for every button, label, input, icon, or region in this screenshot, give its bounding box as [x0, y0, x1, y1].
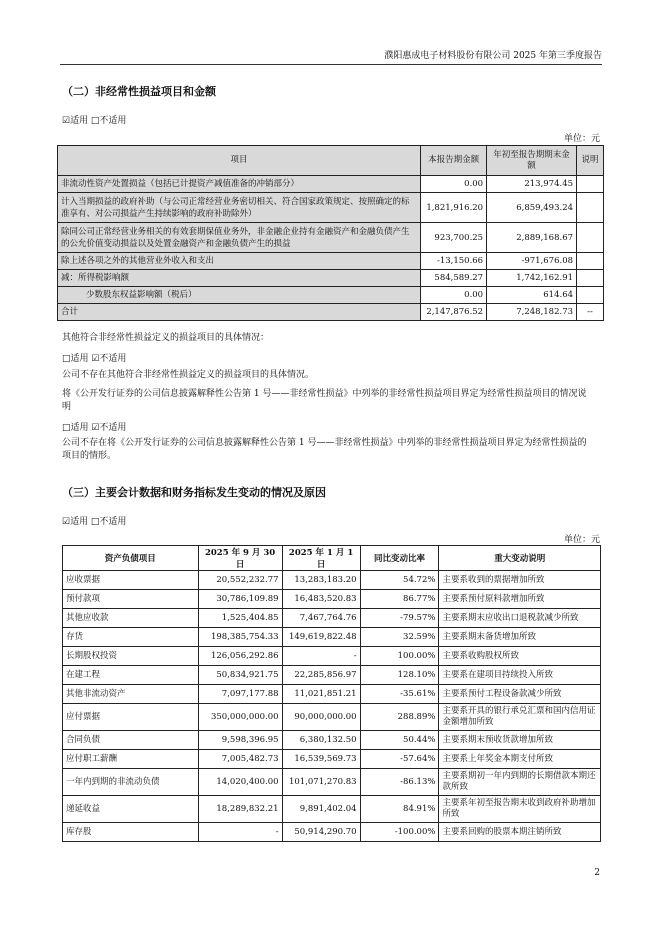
row-ytd: 7,248,182.73 [487, 304, 577, 321]
row-item: 应付票据 [63, 704, 199, 731]
row-item: 除同公司正常经营业务相关的有效套期保值业务外，非金融企业持有金融资产和金融负债产生的公允价值变动损益以及处置金融资产和金融负债产生的损益 [58, 223, 421, 253]
row-note [577, 176, 604, 193]
row-sep30: 50,834,921.75 [198, 666, 282, 685]
row-item: 应付职工薪酬 [63, 750, 199, 769]
row-sep30: 1,525,404.85 [198, 609, 282, 628]
row-reason: 主要系在建项目持续投入所致 [439, 666, 601, 685]
row-sep30: 198,385,754.33 [198, 628, 282, 647]
row-item: 合同负债 [63, 731, 199, 750]
row-note [577, 223, 604, 253]
row-sep30: 7,005,482.73 [198, 750, 282, 769]
col-header-note: 说明 [577, 146, 604, 176]
col-header-ytd: 年初至报告期期末金额 [487, 146, 577, 176]
row-item: 递延收益 [63, 796, 199, 823]
row-reason: 主要系期末应收出口退税款减少所致 [439, 609, 601, 628]
page-number: 2 [594, 868, 600, 878]
header-divider [60, 64, 602, 65]
row-change: 100.00% [360, 647, 439, 666]
table-row [58, 176, 604, 193]
row-jan1: 16,483,520.83 [282, 590, 360, 609]
row-item: 在建工程 [63, 666, 199, 685]
row-current: -13,150.66 [421, 253, 487, 270]
applicable-checkbox-nonrecurring[interactable]: ☑适用 □不适用 [62, 116, 127, 126]
row-item: 少数股东权益影响额（税后） [58, 287, 421, 304]
balance-change-table [62, 545, 601, 842]
row-change: -79.57% [360, 609, 439, 628]
row-ytd: 213,974.45 [487, 176, 577, 193]
row-current: 0.00 [421, 176, 487, 193]
row-ytd: -971,676.08 [487, 253, 577, 270]
section-title-changes: （三）主要会计数据和财务指标发生变动的情况及原因 [62, 486, 326, 499]
row-current: 2,147,876.52 [421, 304, 487, 321]
row-item: 预付款项 [63, 590, 199, 609]
table-row [63, 769, 601, 796]
row-change: -35.61% [360, 685, 439, 704]
table-row [63, 590, 601, 609]
row-note [577, 253, 604, 270]
page-header: 濮阳惠成电子材料股份有限公司 2025 年第三季度报告 [384, 51, 602, 61]
row-jan1: 13,283,183.20 [282, 571, 360, 590]
row-sep30: 9,598,396.95 [198, 731, 282, 750]
row-current: 584,589.27 [421, 270, 487, 287]
row-jan1: 11,021,851.21 [282, 685, 360, 704]
row-current: 0.00 [421, 287, 487, 304]
row-sep30: 7,097,177.88 [198, 685, 282, 704]
row-reason: 主要系收购股权所致 [439, 647, 601, 666]
col-header-change: 同比变动比率 [360, 546, 439, 571]
unit-label: 单位：元 [563, 535, 600, 545]
row-sep30: 14,020,400.00 [198, 769, 282, 796]
row-reason: 主要系期末预收货款增加所致 [439, 731, 601, 750]
paragraph-no-other: 公司不存在其他符合非经常性损益定义的损益项目的具体情况。 [62, 370, 315, 380]
row-note: -- [577, 304, 604, 321]
table-row [63, 731, 601, 750]
row-reason: 主要系收到的票据增加所致 [439, 571, 601, 590]
row-item: 库存股 [63, 823, 199, 842]
table-row [63, 823, 601, 842]
row-change: -100.00% [360, 823, 439, 842]
row-reason: 主要系开具的银行承兑汇票和国内信用证金额增加所致 [439, 704, 601, 731]
table-row [63, 704, 601, 731]
table-row [63, 750, 601, 769]
row-change: -57.64% [360, 750, 439, 769]
row-current: 1,821,916.20 [421, 193, 487, 223]
row-change: -86.13% [360, 769, 439, 796]
table-row [63, 685, 601, 704]
row-current: 923,700.25 [421, 223, 487, 253]
col-header-current: 本报告期金额 [421, 146, 487, 176]
table-row [58, 193, 604, 223]
row-sep30: 20,552,232.77 [198, 571, 282, 590]
table-row [63, 571, 601, 590]
row-reason: 主要系年初至报告期末收到政府补助增加所致 [439, 796, 601, 823]
row-note [577, 193, 604, 223]
row-change: 128.10% [360, 666, 439, 685]
row-item: 一年内到期的非流动负债 [63, 769, 199, 796]
row-ytd: 614.64 [487, 287, 577, 304]
paragraph-other-items: 其他符合非经常性损益定义的损益项目的具体情况： [62, 333, 270, 343]
row-jan1: 9,891,402.04 [282, 796, 360, 823]
row-item: 计入当期损益的政府补助（与公司正常经营业务密切相关、符合国家政策规定、按照确定的标准享有、对公司损益产生持续影响的政府补助除外） [58, 193, 421, 223]
nonrecurring-table [57, 145, 604, 321]
row-reason: 主要系期末备货增加所致 [439, 628, 601, 647]
paragraph-no-reclassify: 公司不存在将《公开发行证券的公司信息披露解释性公告第 1 号——非经常性损益》中列举的非经常性损益项目界定为经常性损益的项目的情形。 [62, 438, 587, 461]
row-note [577, 270, 604, 287]
row-jan1: 7,467,764.76 [282, 609, 360, 628]
table-row [58, 287, 604, 304]
row-item: 长期股权投资 [63, 647, 199, 666]
table-row-total [58, 304, 604, 321]
row-change: 54.72% [360, 571, 439, 590]
row-change: 86.77% [360, 590, 439, 609]
row-jan1: - [282, 647, 360, 666]
row-reason: 主要系上年奖金本期支付所致 [439, 750, 601, 769]
row-jan1: 22,285,856.97 [282, 666, 360, 685]
table-row [58, 270, 604, 287]
table-row [63, 666, 601, 685]
row-sep30: 126,056,292.86 [198, 647, 282, 666]
row-reason: 主要系预付原料款增加所致 [439, 590, 601, 609]
unit-label: 单位：元 [563, 134, 600, 144]
col-header-sep30: 2025 年 9 月 30 日 [198, 546, 282, 571]
row-ytd: 6,859,493.24 [487, 193, 577, 223]
row-change: 84.91% [360, 796, 439, 823]
row-item: 合计 [58, 304, 421, 321]
row-ytd: 2,889,168.67 [487, 223, 577, 253]
row-jan1: 149,619,822.48 [282, 628, 360, 647]
col-header-jan1: 2025 年 1 月 1 日 [282, 546, 360, 571]
paragraph-reclassify: 将《公开发行证券的公司信息披露解释性公告第 1 号——非经常性损益》中列举的非经常性损益项目界定为经常性损益项目的情况说明 [62, 389, 587, 412]
applicable-checkbox-changes[interactable]: ☑适用 □不适用 [62, 517, 127, 527]
table-row [63, 796, 601, 823]
row-sep30: 18,289,832.21 [198, 796, 282, 823]
applicable-checkbox-reclassify[interactable]: □适用 ☑不适用 [62, 423, 127, 433]
row-jan1: 101,071,270.83 [282, 769, 360, 796]
row-reason: 主要系期初一年内到期的长期借款本期还款所致 [439, 769, 601, 796]
row-sep30: - [198, 823, 282, 842]
col-header-reason: 重大变动说明 [439, 546, 601, 571]
row-jan1: 50,914,290.70 [282, 823, 360, 842]
section-title-nonrecurring: （二）非经常性损益项目和金额 [62, 85, 216, 98]
row-reason: 主要系回购的股票本期注销所致 [439, 823, 601, 842]
row-jan1: 16,539,569.73 [282, 750, 360, 769]
row-item: 除上述各项之外的其他营业外收入和支出 [58, 253, 421, 270]
row-item: 其他应收款 [63, 609, 199, 628]
row-jan1: 90,000,000.00 [282, 704, 360, 731]
applicable-checkbox-other[interactable]: □适用 ☑不适用 [62, 354, 127, 364]
row-change: 50.44% [360, 731, 439, 750]
row-item: 减：所得税影响额 [58, 270, 421, 287]
row-sep30: 350,000,000.00 [198, 704, 282, 731]
row-item: 非流动性资产处置损益（包括已计提资产减值准备的冲销部分） [58, 176, 421, 193]
table-row [58, 253, 604, 270]
table-row [58, 223, 604, 253]
row-note [577, 287, 604, 304]
row-jan1: 6,380,132.50 [282, 731, 360, 750]
row-change: 32.59% [360, 628, 439, 647]
table-row [63, 647, 601, 666]
row-item: 存货 [63, 628, 199, 647]
row-ytd: 1,742,162.91 [487, 270, 577, 287]
row-change: 288.89% [360, 704, 439, 731]
col-header-item: 资产负债项目 [63, 546, 199, 571]
row-item: 应收票据 [63, 571, 199, 590]
row-sep30: 30,786,109.89 [198, 590, 282, 609]
row-reason: 主要系预付工程设备款减少所致 [439, 685, 601, 704]
col-header-item: 项目 [58, 146, 421, 176]
row-item: 其他非流动资产 [63, 685, 199, 704]
table-row [63, 628, 601, 647]
table-row [63, 609, 601, 628]
